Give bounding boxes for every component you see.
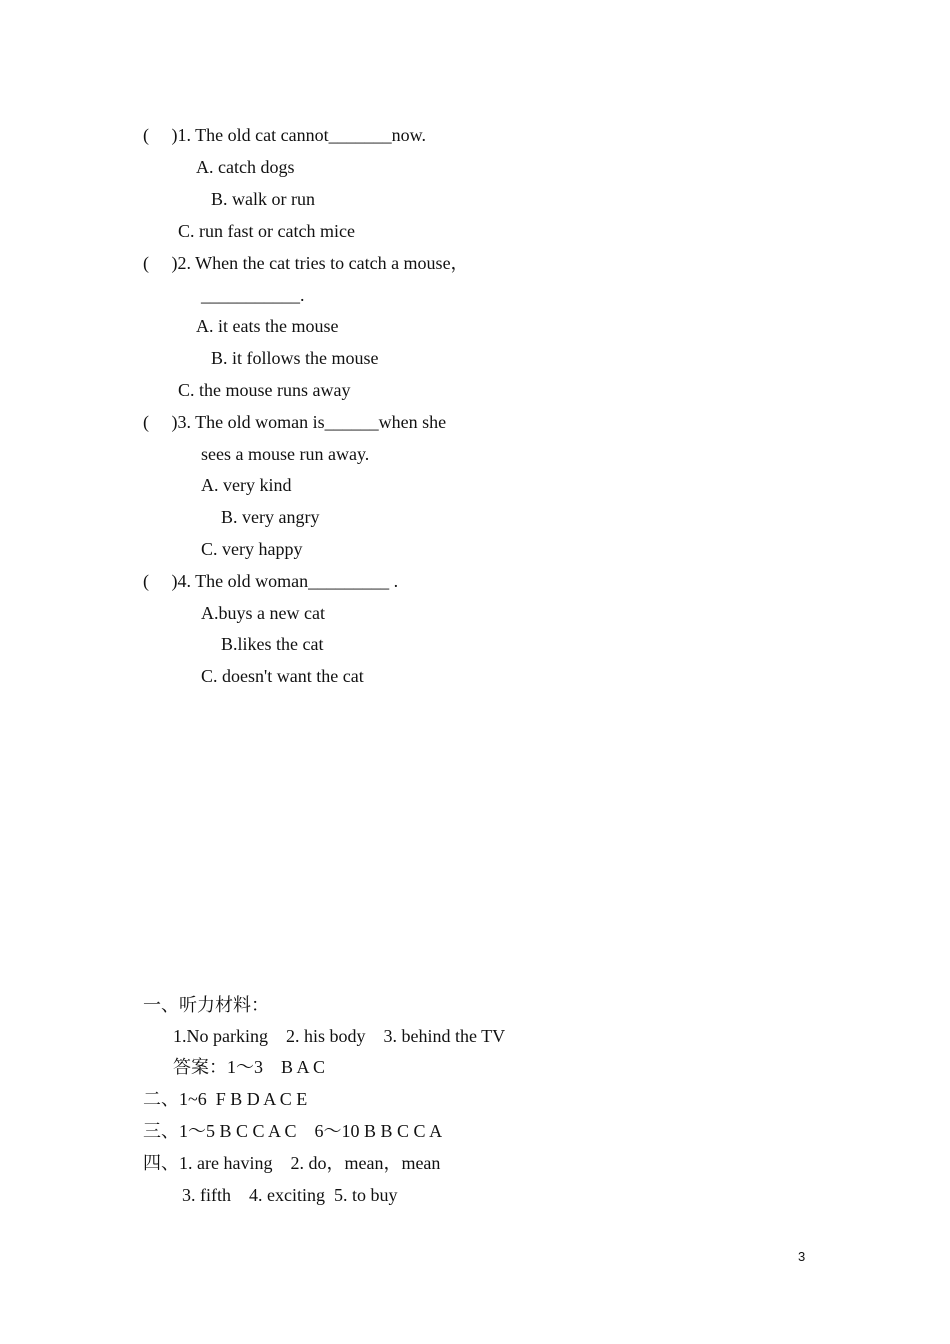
question-2-option-a: A. it eats the mouse — [196, 316, 339, 336]
question-3-stem-continued: sees a mouse run away. — [201, 444, 370, 464]
question-4-option-b: B.likes the cat — [221, 634, 324, 654]
question-3-stem: ( )3. The old woman is______when she — [143, 412, 447, 432]
question-2-stem-continued: ___________. — [201, 285, 305, 305]
question-1-option-b: B. walk or run — [211, 189, 315, 209]
question-1-option-a: A. catch dogs — [196, 157, 295, 177]
question-1-stem: ( )1. The old cat cannot_______now. — [143, 125, 426, 145]
answer-section-1-title: 一、听力材料： — [143, 995, 269, 1015]
question-4-stem: ( )4. The old woman_________ . — [143, 571, 399, 591]
question-2-option-c: C. the mouse runs away — [178, 380, 351, 400]
question-2-option-b: B. it follows the mouse — [211, 348, 379, 368]
question-1-option-c: C. run fast or catch mice — [178, 221, 355, 241]
answer-section-4-line-1: 四、1. are having 2. do，mean，mean — [143, 1153, 441, 1173]
question-3-option-b: B. very angry — [221, 507, 320, 527]
answer-section-4-line-2: 3. fifth 4. exciting 5. to buy — [182, 1185, 398, 1205]
answer-section-3: 三、1～5 B C C A C 6～10 B B C C A — [143, 1121, 443, 1141]
question-2-stem: ( )2. When the cat tries to catch a mouse， — [143, 253, 469, 273]
answer-section-2: 二、1~6 F B D A C E — [143, 1089, 308, 1109]
answer-section-1-material: 1.No parking 2. his body 3. behind the TV — [173, 1026, 506, 1046]
question-3-option-c: C. very happy — [201, 539, 303, 559]
question-4-option-a: A.buys a new cat — [201, 603, 325, 623]
answer-section-1-key: 答案：1～3 B A C — [173, 1057, 326, 1077]
question-4-option-c: C. doesn't want the cat — [201, 666, 364, 686]
page-number: 3 — [798, 1249, 806, 1264]
question-3-option-a: A. very kind — [201, 475, 292, 495]
